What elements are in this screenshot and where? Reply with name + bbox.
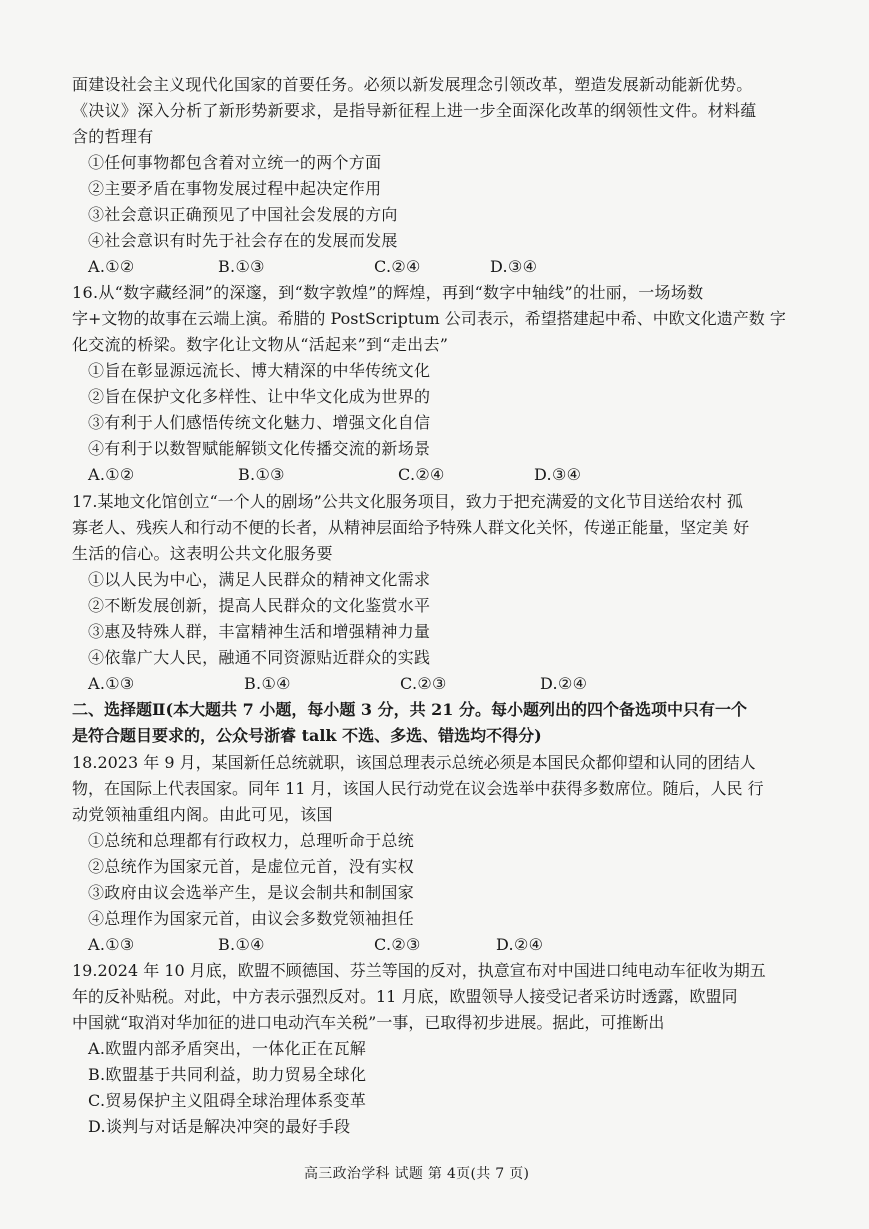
intro-line-2: 《决议》深入分析了新形势新要求，是指导新征程上进一步全面深化改革的纲领性文件。材料蕴 (72, 101, 757, 120)
page-footer: 高三政治学科 试题 第 4页(共 7 页) (304, 1166, 530, 1182)
q16-statement-4: ④有利于以数智赋能解锁文化传播交流的新场景 (88, 439, 431, 458)
q18-option-a: A.①③ (88, 935, 135, 954)
q16-line-1: 16.从“数字藏经洞”的深邃，到“数字敦煌”的辉煌，再到“数字中轴线”的壮丽，一场场数 (72, 283, 704, 302)
q17-line-1: 17.某地文化馆创立“一个人的剧场”公共文化服务项目，致力于把充满爱的文化节目送给农村 孤 (72, 492, 743, 511)
q17-option-a: A.①③ (88, 674, 135, 693)
q19-choice-a: A.欧盟内部矛盾突出，一体化正在瓦解 (88, 1039, 367, 1058)
q18-option-b: B.①④ (218, 935, 265, 954)
q19-choice-d: D.谈判与对话是解决冲突的最好手段 (88, 1117, 351, 1136)
q17-option-d: D.②④ (540, 674, 588, 693)
q19-choice-c: C.贸易保护主义阻碍全球治理体系变革 (88, 1091, 367, 1110)
q18-statement-3: ③政府由议会选举产生，是议会制共和制国家 (88, 883, 415, 902)
q19-line-1: 19.2024 年 10 月底，欧盟不顾德国、芬兰等国的反对，执意宣布对中国进口纯电动车征收为期五 (72, 961, 766, 980)
q16-option-c: C.②④ (398, 465, 445, 484)
q18-line-1: 18.2023 年 9 月，某国新任总统就职，该国总理表示总统必须是本国民众都仰望和认同的团结人 (72, 753, 756, 772)
q18-statement-2: ②总统作为国家元首，是虚位元首，没有实权 (88, 857, 415, 876)
intro-option-b: B.①③ (218, 257, 265, 276)
section2-heading-line-1: 二、选择题Ⅱ(本大题共 7 小题，每小题 3 分，共 21 分。每小题列出的四个备选项中只有一个 (72, 700, 748, 719)
q16-line-2: 字+文物的故事在云端上演。希腊的 PostScriptum 公司表示，希望搭建起中希、中欧文化遗产数 字 (72, 309, 786, 328)
intro-statement-1: ①任何事物都包含着对立统一的两个方面 (88, 153, 382, 172)
q18-line-2: 物，在国际上代表国家。同年 11 月，该国人民行动党在议会选举中获得多数席位。随后，人民 行 (72, 779, 764, 798)
intro-option-c: C.②④ (374, 257, 421, 276)
q16-statement-1: ①旨在彰显源远流长、博大精深的中华传统文化 (88, 361, 431, 380)
q19-line-2: 年的反补贴税。对此，中方表示强烈反对。11 月底，欧盟领导人接受记者采访时透露，欧盟同 (72, 987, 738, 1006)
intro-option-a: A.①② (88, 257, 135, 276)
intro-statement-2: ②主要矛盾在事物发展过程中起决定作用 (88, 179, 382, 198)
q18-option-c: C.②③ (374, 935, 421, 954)
q16-statement-2: ②旨在保护文化多样性、让中华文化成为世界的 (88, 387, 431, 406)
q16-option-b: B.①③ (238, 465, 285, 484)
q16-option-d: D.③④ (534, 465, 582, 484)
q17-statement-3: ③惠及特殊人群，丰富精神生活和增强精神力量 (88, 622, 431, 641)
intro-line-1: 面建设社会主义现代化国家的首要任务。必须以新发展理念引领改革，塑造发展新动能新优势。 (72, 75, 753, 94)
q18-statement-4: ④总理作为国家元首，由议会多数党领袖担任 (88, 909, 415, 928)
q18-line-3: 动党领袖重组内阁。由此可见，该国 (72, 805, 333, 824)
q18-statement-1: ①总统和总理都有行政权力，总理听命于总统 (88, 831, 415, 850)
q17-line-2: 寡老人、残疾人和行动不便的长者，从精神层面给予特殊人群文化关怀，传递正能量，坚定美 好 (72, 518, 750, 537)
q19-choice-b: B.欧盟基于共同利益，助力贸易全球化 (88, 1065, 367, 1084)
section2-heading-line-2: 是符合题目要求的，公众号浙睿 talk 不选、多选、错选均不得分) (72, 726, 542, 745)
q16-option-a: A.①② (88, 465, 135, 484)
q17-statement-4: ④依靠广大人民，融通不同资源贴近群众的实践 (88, 648, 431, 667)
intro-statement-4: ④社会意识有时先于社会存在的发展而发展 (88, 231, 398, 250)
q17-statement-2: ②不断发展创新，提高人民群众的文化鉴赏水平 (88, 596, 431, 615)
q16-statement-3: ③有利于人们感悟传统文化魅力、增强文化自信 (88, 413, 431, 432)
intro-option-d: D.③④ (490, 257, 538, 276)
q17-option-c: C.②③ (400, 674, 447, 693)
intro-line-3: 含的哲理有 (72, 127, 154, 146)
intro-statement-3: ③社会意识正确预见了中国社会发展的方向 (88, 205, 398, 224)
q19-line-3: 中国就“取消对华加征的进口电动汽车关税”一事，已取得初步进展。据此，可推断出 (72, 1013, 665, 1032)
q16-line-3: 化交流的桥梁。数字化让文物从“活起来”到“走出去” (72, 335, 449, 354)
q17-option-b: B.①④ (244, 674, 291, 693)
q18-option-d: D.②④ (496, 935, 544, 954)
q17-statement-1: ①以人民为中心，满足人民群众的精神文化需求 (88, 570, 431, 589)
q17-line-3: 生活的信心。这表明公共文化服务要 (72, 544, 333, 563)
